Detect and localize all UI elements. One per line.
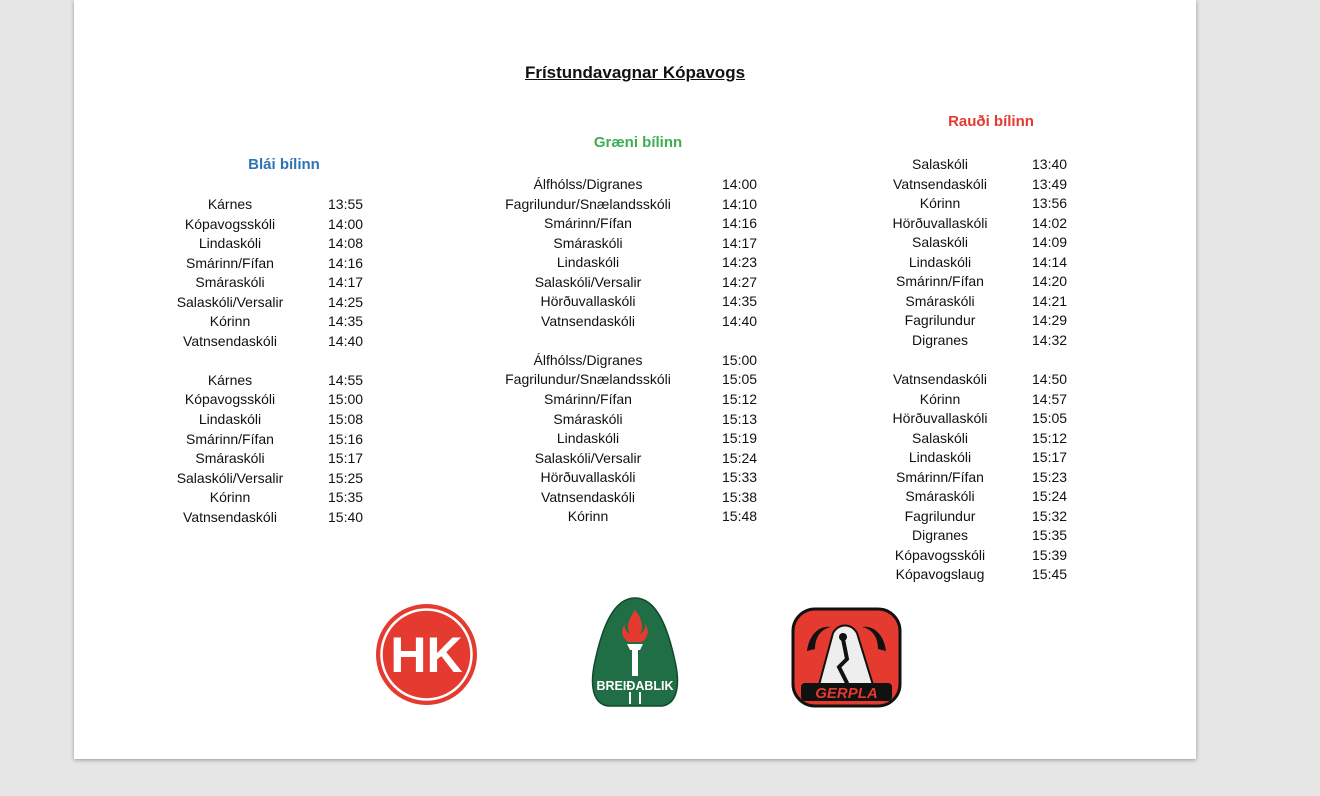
schedule-row (864, 175, 1124, 195)
departure-time: 14:00 (722, 176, 758, 192)
stop-name: Salaskóli/Versalir (534, 449, 642, 466)
stop-name: Smáraskóli (905, 292, 975, 309)
stop-name: Kópavogsskóli (184, 391, 276, 408)
stop-name: Kópavogslaug (895, 566, 985, 583)
stop-name: Smáraskóli (195, 450, 265, 467)
schedule-row (864, 311, 1124, 331)
schedule-row (864, 565, 1124, 585)
schedule-row (134, 430, 394, 450)
stop-name: Kórinn (209, 313, 251, 330)
departure-time: 15:24 (1032, 488, 1068, 505)
departure-time: 14:00 (328, 215, 364, 232)
schedule-row (864, 526, 1124, 546)
schedule-row (474, 195, 794, 215)
departure-time: 14:25 (328, 293, 364, 310)
schedule-row (474, 390, 794, 410)
stop-name: Fagrilundur/Snælandsskóli (505, 195, 671, 212)
departure-time: 15:39 (1032, 546, 1068, 563)
schedule-row (134, 195, 394, 215)
departure-time: 14:16 (722, 215, 758, 232)
departure-time: 14:32 (1032, 331, 1068, 348)
stop-name: Lindaskóli (556, 254, 620, 271)
departure-time: 15:33 (722, 469, 758, 486)
stop-name: Digranes (911, 527, 969, 544)
gerpla-logo (791, 607, 902, 708)
schedule-row (864, 468, 1124, 488)
stop-name: Álfhólss/Digranes (533, 176, 643, 192)
trip-separator (134, 351, 394, 371)
schedule-row (474, 429, 794, 449)
schedule-row (474, 370, 794, 390)
departure-time: 14:35 (328, 313, 364, 330)
schedule-row (474, 234, 794, 254)
trip-separator (474, 331, 794, 351)
document-page (74, 0, 1196, 759)
blue-bus-heading: Blái bílinn (248, 156, 320, 173)
schedule-row (134, 410, 394, 430)
stop-name: Kárnes (207, 371, 253, 388)
departure-time: 15:45 (1032, 566, 1068, 583)
stop-name: Fagrilundur (904, 507, 976, 524)
stop-name: Vatnsendaskóli (893, 175, 987, 192)
stop-name: Salaskóli (911, 234, 969, 251)
stop-name: Vatnsendaskóli (541, 312, 635, 329)
schedule-row (134, 390, 394, 410)
stop-name: Hörðuvallaskóli (540, 293, 636, 310)
schedule-row (134, 332, 394, 352)
schedule-row (134, 273, 394, 293)
stop-name: Hörðuvallaskóli (892, 410, 988, 427)
stop-name: Kórinn (209, 489, 251, 506)
schedule-row (864, 272, 1124, 292)
schedule-row (474, 312, 794, 332)
departure-time: 14:50 (1032, 371, 1068, 388)
departure-time: 14:27 (722, 273, 758, 290)
departure-time: 15:05 (1032, 410, 1068, 427)
stop-name: Kórinn (919, 195, 961, 212)
stop-name: Lindaskóli (198, 235, 262, 252)
schedule-row (474, 488, 794, 508)
departure-time: 13:40 (1032, 156, 1068, 172)
departure-time: 14:29 (1032, 312, 1068, 329)
stop-name: Lindaskóli (908, 449, 972, 466)
schedule-row (474, 351, 794, 371)
schedule-row (864, 507, 1124, 527)
departure-time: 15:24 (722, 449, 758, 466)
departure-time: 15:32 (1032, 507, 1068, 524)
departure-time: 15:40 (328, 508, 364, 525)
departure-time: 15:05 (722, 371, 758, 388)
departure-time: 14:16 (328, 254, 364, 271)
red-bus-heading: Rauði bílinn (948, 113, 1034, 130)
departure-time: 14:02 (1032, 214, 1068, 231)
stop-name: Smárinn/Fífan (896, 468, 984, 485)
schedule-row (474, 449, 794, 469)
schedule-row (474, 273, 794, 293)
schedule-row (134, 488, 394, 508)
schedule-row (864, 409, 1124, 429)
departure-time: 14:17 (328, 274, 364, 291)
stop-name: Smárinn/Fífan (544, 391, 632, 408)
departure-time: 15:17 (1032, 449, 1068, 466)
stop-name: Vatnsendaskóli (183, 332, 277, 349)
departure-time: 15:17 (328, 450, 364, 467)
schedule-row (134, 254, 394, 274)
departure-time: 15:00 (328, 391, 364, 408)
stop-name: Lindaskóli (198, 411, 262, 428)
schedule-row (864, 214, 1124, 234)
stop-name: Kárnes (207, 196, 253, 212)
schedule-row (134, 469, 394, 489)
schedule-row (474, 468, 794, 488)
stop-name: Vatnsendaskóli (183, 508, 277, 525)
green-bus-schedule (474, 175, 794, 527)
departure-time: 14:23 (722, 254, 758, 271)
schedule-row (134, 215, 394, 235)
stop-name: Salaskóli/Versalir (176, 293, 284, 310)
departure-time: 13:49 (1032, 175, 1068, 192)
schedule-row (474, 175, 794, 195)
stop-name: Fagrilundur/Snælandsskóli (505, 371, 671, 388)
green-bus-heading: Græni bílinn (593, 134, 683, 151)
stop-name: Vatnsendaskóli (893, 371, 987, 388)
departure-time: 14:55 (328, 371, 364, 388)
departure-time: 15:23 (1032, 468, 1068, 485)
departure-time: 15:13 (722, 410, 758, 427)
departure-time: 15:38 (722, 488, 758, 505)
hk-logo (375, 603, 478, 706)
breidablik-logo (590, 596, 680, 710)
schedule-row (474, 507, 794, 527)
stop-name: Fagrilundur (904, 312, 976, 329)
stop-name: Smáraskóli (905, 488, 975, 505)
departure-time: 13:55 (328, 196, 364, 212)
schedule-row (474, 214, 794, 234)
departure-time: 15:16 (328, 430, 364, 447)
departure-time: 14:20 (1032, 273, 1068, 290)
stop-name: Smáraskóli (553, 234, 623, 251)
schedule-row (864, 390, 1124, 410)
departure-time: 15:08 (328, 411, 364, 428)
blue-bus-schedule (134, 195, 394, 527)
stop-name: Hörðuvallaskóli (540, 469, 636, 486)
departure-time: 15:12 (722, 391, 758, 408)
departure-time: 13:56 (1032, 195, 1068, 212)
stop-name: Hörðuvallaskóli (892, 214, 988, 231)
schedule-row (864, 546, 1124, 566)
schedule-row (864, 448, 1124, 468)
stop-name: Smárinn/Fífan (544, 215, 632, 232)
schedule-row (134, 371, 394, 391)
stop-name: Salaskóli (911, 429, 969, 446)
departure-time: 14:14 (1032, 253, 1068, 270)
stop-name: Álfhólss/Digranes (533, 351, 643, 368)
schedule-row (134, 234, 394, 254)
departure-time: 15:12 (1032, 429, 1068, 446)
departure-time: 15:35 (1032, 527, 1068, 544)
departure-time: 14:09 (1032, 234, 1068, 251)
schedule-row (864, 233, 1124, 253)
schedule-row (864, 253, 1124, 273)
stop-name: Smáraskóli (195, 274, 265, 291)
departure-time: 14:21 (1032, 292, 1068, 309)
schedule-row (474, 292, 794, 312)
stop-name: Salaskóli/Versalir (534, 273, 642, 290)
stop-name: Smáraskóli (553, 410, 623, 427)
stop-name: Kórinn (567, 508, 609, 525)
schedule-row (474, 253, 794, 273)
hk-logo-text: HK (390, 627, 463, 683)
departure-time: 14:40 (722, 312, 758, 329)
stop-name: Digranes (911, 331, 969, 348)
departure-time: 15:35 (328, 489, 364, 506)
stop-name: Smárinn/Fífan (896, 273, 984, 290)
breidablik-logo-text: BREIÐABLIK (596, 679, 674, 693)
trip-separator (864, 350, 1124, 370)
stop-name: Smárinn/Fífan (186, 254, 274, 271)
departure-time: 14:57 (1032, 390, 1068, 407)
departure-time: 14:10 (722, 195, 758, 212)
departure-time: 15:25 (328, 469, 364, 486)
stop-name: Vatnsendaskóli (541, 488, 635, 505)
schedule-row (134, 312, 394, 332)
page-title: Frístundavagnar Kópavogs (524, 63, 746, 82)
departure-time: 14:40 (328, 332, 364, 349)
stop-name: Kórinn (919, 390, 961, 407)
schedule-row (134, 508, 394, 528)
stop-name: Salaskóli/Versalir (176, 469, 284, 486)
departure-time: 15:00 (722, 351, 758, 368)
stop-name: Smárinn/Fífan (186, 430, 274, 447)
schedule-row (864, 292, 1124, 312)
schedule-row (134, 449, 394, 469)
departure-time: 15:48 (722, 508, 758, 525)
departure-time: 14:17 (722, 234, 758, 251)
departure-time: 14:08 (328, 235, 364, 252)
schedule-row (134, 293, 394, 313)
schedule-row (864, 487, 1124, 507)
stop-name: Kópavogsskóli (894, 546, 986, 563)
schedule-row (864, 194, 1124, 214)
departure-time: 15:19 (722, 430, 758, 447)
schedule-row (474, 410, 794, 430)
gerpla-logo-text: GERPLA (815, 685, 878, 702)
red-bus-schedule (864, 155, 1124, 585)
stop-name: Lindaskóli (908, 253, 972, 270)
schedule-row (864, 331, 1124, 351)
schedule-row (864, 155, 1124, 175)
stop-name: Salaskóli (911, 156, 969, 172)
stop-name: Lindaskóli (556, 430, 620, 447)
schedule-row (864, 429, 1124, 449)
departure-time: 14:35 (722, 293, 758, 310)
stop-name: Kópavogsskóli (184, 215, 276, 232)
schedule-row (864, 370, 1124, 390)
